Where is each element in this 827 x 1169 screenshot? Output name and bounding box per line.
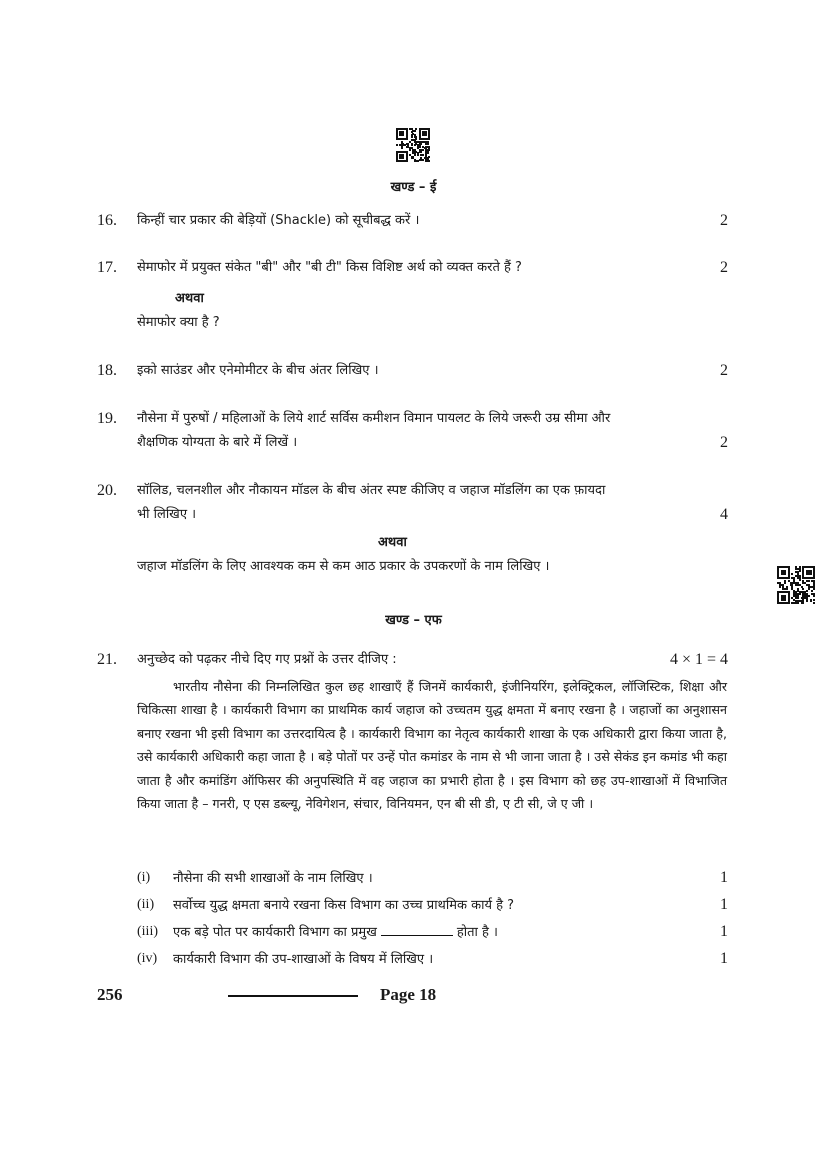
question-21-marks: 4 × 1 = 4 [669, 651, 728, 668]
section-e-title: खण्ड – ई [390, 180, 437, 195]
qr-code-top [396, 128, 430, 162]
qr-module [411, 136, 413, 138]
qr-module [396, 144, 398, 146]
question-16-marks: 2 [720, 212, 728, 229]
qr-module [402, 134, 404, 136]
qr-module [811, 590, 813, 592]
sub-question-ii-marks: 1 [720, 896, 728, 913]
qr-module [797, 597, 799, 599]
qr-code-side [777, 566, 815, 604]
question-20-number: 20. [97, 482, 117, 499]
qr-module [428, 138, 430, 140]
sub-question-iv-marks: 1 [720, 950, 728, 967]
qr-module [425, 134, 427, 136]
qr-module [406, 160, 408, 162]
question-20-line2: भी लिखिए । [137, 507, 197, 522]
qr-module [810, 573, 812, 575]
qr-module [784, 599, 786, 601]
sub-question-iii-marks: 1 [720, 923, 728, 940]
sub-question-i-number: (i) [137, 870, 151, 885]
qr-module [808, 595, 810, 597]
qr-module [802, 588, 804, 590]
qr-module [797, 602, 799, 604]
qr-module [422, 159, 424, 161]
question-21-text: अनुच्छेद को पढ़कर नीचे दिए गए प्रश्नों के उत्तर दीजिए : [137, 652, 397, 667]
qr-module [813, 599, 815, 601]
answer-blank [381, 935, 453, 936]
sub-question-iii-text [173, 922, 498, 940]
question-18-marks: 2 [720, 362, 728, 379]
sub-question-iii-number: (iii) [137, 924, 158, 939]
qr-module [808, 580, 810, 582]
qr-module [409, 149, 411, 151]
qr-module [799, 570, 801, 572]
sub-question-ii-number: (ii) [137, 897, 155, 912]
question-20-or-text: जहाज मॉडलिंग के लिए आवश्यक कम से कम आठ प्रकार के उपकरणों के नाम लिखिए । [137, 559, 550, 574]
question-19-marks: 2 [720, 434, 728, 451]
question-20-line1: सॉलिड, चलनशील और नौकायन मॉडल के बीच अंतर स्पष्ट कीजिए व जहाज मॉडलिंग का एक फ़ायदा [137, 483, 606, 498]
qr-module [417, 154, 419, 156]
sub-question-iii-text-after: होता है । [456, 925, 498, 940]
qr-module [779, 586, 781, 588]
question-17-or-text: सेमाफोर क्या है ? [137, 315, 220, 330]
qr-module [427, 143, 429, 145]
qr-module [799, 593, 801, 595]
qr-module [791, 573, 793, 575]
footer-rule [228, 995, 358, 997]
sub-question-iv-text: कार्यकारी विभाग की उप-शाखाओं के विषय में लिखिए । [173, 952, 434, 967]
sub-question-iv-number: (iv) [137, 951, 158, 966]
qr-module [802, 602, 804, 604]
qr-module [788, 602, 790, 604]
question-18-number: 18. [97, 362, 117, 379]
qr-module [786, 588, 788, 590]
qr-module [813, 577, 815, 579]
qr-module [813, 595, 815, 597]
qr-module [417, 160, 419, 162]
qr-module [813, 588, 815, 590]
question-17-number: 17. [97, 259, 117, 276]
question-17-marks: 2 [720, 259, 728, 276]
question-19-line1: नौसेना में पुरुषों / महिलाओं के लिये शार्ट सर्विस कमीशन विमान पायलट के लिये जरूरी उम्र सीमा और [137, 411, 611, 426]
question-20-or-label: अथवा [378, 535, 407, 550]
qr-module [420, 151, 422, 153]
question-18-text: इको साउंडर और एनेमोमीटर के बीच अंतर लिखिए । [137, 363, 379, 378]
sub-question-i-text: नौसेना की सभी शाखाओं के नाम लिखिए । [173, 871, 373, 886]
sub-question-ii-text: सर्वोच्च युद्ध क्षमता बनाये रखना किस विभाग का उच्च प्राथमिक कार्य है ? [173, 898, 515, 913]
sub-question-iii-text-before: एक बड़े पोत पर कार्यकारी विभाग का प्रमुख [173, 925, 377, 940]
question-17-text: सेमाफोर में प्रयुक्त संकेत "बी" और "बी टी" किस विशिष्ट अर्थ को व्यक्त करते हैं ? [137, 260, 522, 275]
question-19-number: 19. [97, 410, 117, 427]
question-21-number: 21. [97, 651, 117, 668]
page-number: Page 18 [380, 985, 437, 1004]
qr-module [784, 582, 786, 584]
qr-module [806, 600, 808, 602]
qr-module [806, 590, 808, 592]
question-16-text: किन्हीं चार प्रकार की बेड़ियों (Shackle) को सूचीबद्ध करें । [137, 213, 420, 228]
qr-module [813, 602, 815, 604]
paper-code: 256 [97, 985, 123, 1004]
qr-module [422, 154, 424, 156]
qr-module [428, 160, 430, 162]
qr-module [401, 147, 403, 149]
qr-module [411, 144, 413, 146]
qr-module [414, 130, 416, 132]
section-f-title: खण्ड – एफ [385, 613, 442, 628]
qr-module [799, 579, 801, 581]
qr-module [414, 144, 416, 146]
sub-question-i-marks: 1 [720, 869, 728, 886]
question-20-marks: 4 [720, 506, 728, 523]
qr-module [810, 600, 812, 602]
question-17-or-label: अथवा [175, 291, 204, 306]
question-16-number: 16. [97, 212, 117, 229]
qr-module [406, 138, 408, 140]
qr-module [402, 157, 404, 159]
question-21-passage: भारतीय नौसेना की निम्नलिखित कुल छह शाखाएँ हैं जिनमें कार्यकारी, इंजीनियरिंग, इलेक्ट्रिकल, लॉजिस्टिक, शिक्षा और चिकित्सा शाखा है । कार्यकारी विभाग का प्राथमिक कार्य जहाज को उच्चतम युद्ध क्षमता में बनाए रखना है । जहाजों का अनुशासन बनाए रखना भी इसी विभाग का उत्तरदायित्व है । कार्यकारी विभाग का नेतृत्व कार्यकारी शाखा के एक अधिकारी द्वारा किया जाता है, उसे कार्यकारी अधिकारी कहा जाता है । बड़े पोतों पर उन्हें पोत कमांडर के नाम से भी जाना जाता है । उसे सेकंड इन कमांड भी कहा जाता है और कमांडिंग ऑफिसर की अनुपस्थिति में वह जहाज का प्रभारी होता है । इस विभाग को छह उप-शाखाओं में विभाजित किया जाता है – गनरी, ए एस डब्ल्यू, नेविगेशन, संचार, विनियमन, एन बी सी डी, ए टी सी, जे ए जी । [137, 679, 727, 812]
qr-module [784, 573, 786, 575]
qr-module [788, 577, 790, 579]
qr-module [808, 588, 810, 590]
question-19-line2: शैक्षणिक योग्यता के बारे में लिखें । [137, 435, 298, 450]
